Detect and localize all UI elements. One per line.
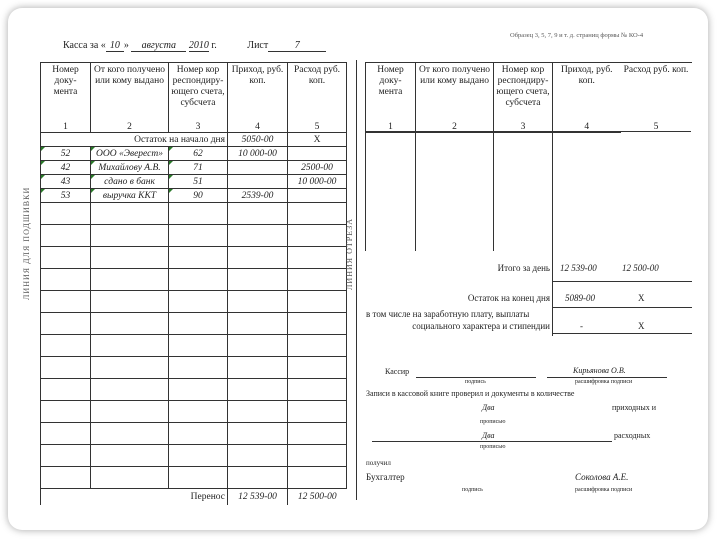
title-prefix: Касса за « — [63, 40, 106, 51]
rule — [415, 131, 416, 251]
expense-cell[interactable]: 2500-00 — [288, 161, 347, 175]
income-cell[interactable]: 10 000-00 — [228, 147, 288, 161]
opening-income: 5050-00 — [228, 133, 288, 147]
closing-label: Остаток на конец дня — [467, 293, 550, 303]
col-num: 2 — [91, 121, 169, 133]
form-note: Образец 3, 5, 7, 9 и т. д. страниц формы № КО-4 — [510, 32, 644, 39]
accountant-name: Соколова А.Е. — [575, 472, 629, 482]
expense-count: Два — [482, 431, 495, 440]
empty-row — [41, 445, 347, 467]
opening-expense: Х — [288, 133, 347, 147]
words-hint: прописью — [480, 419, 506, 425]
sign-hint: подпись — [462, 487, 483, 493]
party-cell[interactable]: сдано в банк — [91, 175, 169, 189]
rule — [365, 131, 691, 132]
doc-cell[interactable]: 53 — [41, 189, 91, 203]
totals-income: 12 539-00 — [560, 263, 597, 273]
empty-row — [41, 203, 347, 225]
col-account: Номер кор респондиру-ющего счета, субсчета — [169, 63, 228, 122]
income-cell[interactable] — [228, 175, 288, 189]
header-row — [41, 63, 347, 122]
title-mid: » — [123, 40, 129, 51]
empty-row — [41, 291, 347, 313]
empty-row — [41, 313, 347, 335]
salary-expense: Х — [638, 321, 645, 331]
col-expense: Расход руб. коп. — [288, 63, 347, 122]
empty-row — [41, 225, 347, 247]
sheet-number: 7 — [268, 40, 326, 52]
binding-line-label: ЛИНИЯ ДЛЯ ПОДШИВКИ — [22, 186, 31, 300]
col-num: 2 — [416, 121, 494, 133]
cut-line — [356, 60, 357, 500]
expense-cell[interactable] — [288, 189, 347, 203]
left-ledger-table — [40, 62, 347, 505]
col-party: От кого получено или кому выдано — [91, 63, 169, 122]
salary-label-2: социального характера и стипендии — [412, 321, 550, 331]
expense-docs-label: расходных — [614, 431, 651, 440]
table-row — [41, 189, 347, 203]
income-count: Два — [482, 403, 495, 412]
rule — [552, 307, 692, 308]
party-cell[interactable]: Михайлову А.В. — [91, 161, 169, 175]
account-cell[interactable]: 71 — [169, 161, 228, 175]
sheet-label: Лист — [247, 40, 269, 51]
account-cell[interactable]: 90 — [169, 189, 228, 203]
cashier-label: Кассир — [385, 367, 410, 376]
accountant-label: Бухгалтер — [366, 472, 405, 482]
salary-label-1: в том числе на заработную плату, выплаты — [366, 309, 530, 319]
carry-income: 12 539-00 — [228, 489, 288, 505]
col-num: 4 — [553, 121, 621, 133]
cashier-sign-line — [416, 377, 536, 378]
table-row — [41, 147, 347, 161]
rule — [552, 281, 692, 282]
party-cell[interactable]: выручка ККТ — [91, 189, 169, 203]
sign-hint: подпись — [465, 379, 486, 385]
carry-expense: 12 500-00 — [288, 489, 347, 505]
empty-row — [41, 423, 347, 445]
col-num: 1 — [366, 121, 416, 133]
carry-label: Перенос — [41, 489, 228, 505]
salary-income: - — [580, 321, 583, 331]
number-row — [41, 121, 347, 133]
empty-row — [41, 247, 347, 269]
rule — [365, 131, 366, 251]
col-income: Приход, руб. коп. — [553, 63, 621, 122]
rule — [493, 131, 494, 251]
table-row — [41, 161, 347, 175]
received-label: получил — [366, 459, 391, 467]
carry-row — [41, 489, 347, 505]
col-num: 1 — [41, 121, 91, 133]
header-row — [366, 63, 692, 122]
col-income: Приход, руб. коп. — [228, 63, 288, 122]
year: 2010 — [188, 40, 209, 51]
words-hint: прописью — [480, 444, 506, 450]
opening-label: Остаток на начало дня — [41, 133, 228, 147]
empty-row — [41, 357, 347, 379]
right-ledger-table — [365, 62, 692, 133]
check-text: Записи в кассовой книге проверил и документы в количестве — [366, 389, 575, 398]
closing-income: 5089-00 — [565, 293, 595, 303]
col-doc: Номер доку-мента — [41, 63, 91, 122]
income-docs-label: приходных и — [612, 403, 657, 412]
col-account: Номер кор респондиру-ющего счета, субсчета — [494, 63, 553, 122]
totals-label: Итого за день — [497, 263, 550, 273]
party-cell[interactable]: ООО «Эверест» — [91, 147, 169, 161]
cash-book-title — [63, 40, 326, 52]
empty-row — [41, 269, 347, 291]
col-expense: Расход руб. коп. — [621, 63, 692, 122]
empty-row — [41, 401, 347, 423]
day: 10 — [106, 40, 124, 52]
rule — [552, 131, 553, 336]
doc-cell[interactable]: 52 — [41, 147, 91, 161]
col-num: 3 — [169, 121, 228, 133]
rule — [552, 333, 692, 334]
closing-expense: Х — [638, 293, 645, 303]
cashier-name: Кирьянова О.В. — [573, 366, 626, 375]
account-cell[interactable]: 62 — [169, 147, 228, 161]
left-border — [40, 485, 41, 495]
income-cell[interactable]: 2539-00 — [228, 189, 288, 203]
opening-row — [41, 133, 347, 147]
account-cell[interactable]: 51 — [169, 175, 228, 189]
month: августа — [131, 40, 186, 52]
count-line — [372, 441, 612, 442]
doc-cell[interactable]: 42 — [41, 161, 91, 175]
col-doc: Номер доку-мента — [366, 63, 416, 122]
col-num: 5 — [653, 121, 659, 132]
empty-row — [41, 467, 347, 489]
decode-hint: расшифровка подписи — [575, 487, 633, 493]
doc-cell[interactable]: 43 — [41, 175, 91, 189]
decode-hint: расшифровка подписи — [575, 379, 633, 385]
year-suffix: г. — [211, 40, 217, 51]
cut-line-label: ЛИНИЯ ОТРЕЗА — [345, 218, 354, 290]
empty-row — [41, 335, 347, 357]
empty-row — [41, 379, 347, 401]
col-num: 4 — [228, 121, 288, 133]
totals-expense: 12 500-00 — [622, 263, 659, 273]
col-num: 5 — [288, 121, 347, 133]
income-cell[interactable] — [228, 161, 288, 175]
table-row — [41, 175, 347, 189]
expense-cell[interactable] — [288, 147, 347, 161]
expense-cell[interactable]: 10 000-00 — [288, 175, 347, 189]
col-party: От кого получено или кому выдано — [416, 63, 494, 122]
cashier-name-line — [547, 377, 667, 378]
col-num: 3 — [494, 121, 553, 133]
